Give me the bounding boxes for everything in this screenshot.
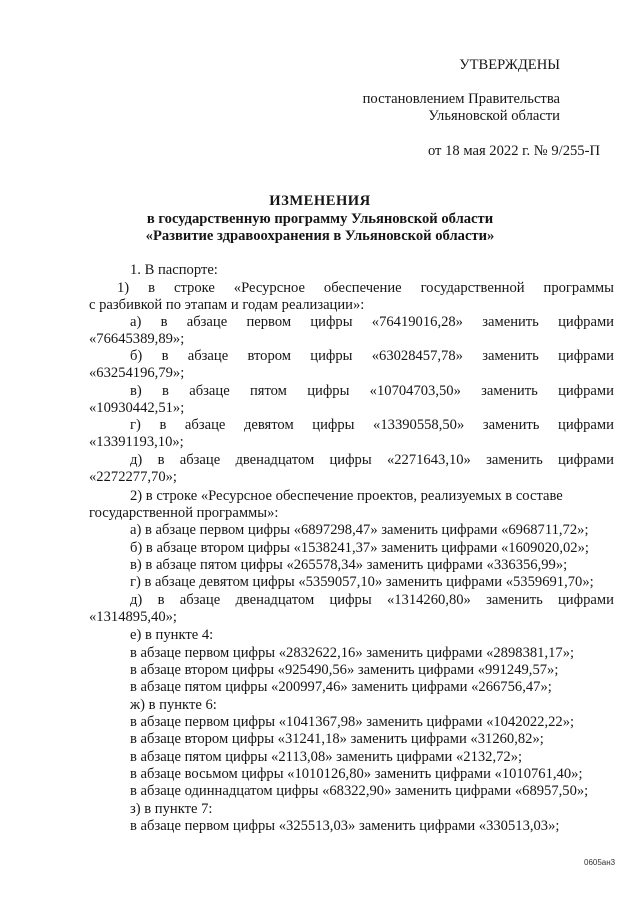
item-1g-line2: «13391193,10»; [89,434,184,450]
item-2e-p1: в абзаце первом цифры «2832622,16» заменить цифрами «2898381,17»; [130,645,575,661]
item-1a-line1: а) в абзаце первом цифры «76419016,28» заменить цифрами [130,314,614,330]
item-2zh-heading: ж) в пункте 6: [130,697,217,713]
item-1a-line2: «76645389,89»; [89,331,185,347]
approved-by-line1: постановлением Правительства [362,91,560,107]
item-2e-p2: в абзаце втором цифры «925490,56» заменить цифрами «991249,57»; [130,662,559,678]
decree-date-number: от 18 мая 2022 г. № 9/255-П [427,143,600,159]
item-1v-line1: в) в абзаце пятом цифры «10704703,50» заменить цифрами [130,383,614,399]
item-2zh-p3: в абзаце пятом цифры «2113,08» заменить цифрами «2132,72»; [130,749,523,765]
item-2z-p1: в абзаце первом цифры «325513,03» заменить цифрами «330513,03»; [130,818,560,834]
item-2z-heading: з) в пункте 7: [130,801,213,817]
approved-by-line2: Ульяновской области [428,108,560,124]
item-2zh-p2: в абзаце втором цифры «31241,18» заменить цифрами «31260,82»; [130,731,544,747]
item-2d-line2: «1314895,40»; [89,609,177,625]
item-1b-line1: б) в абзаце втором цифры «63028457,78» заменить цифрами [130,348,614,364]
item-2g: г) в абзаце девятом цифры «5359057,10» заменить цифрами «5359691,70»; [130,574,594,590]
document-code: 0605ан3 [584,858,616,867]
item-1-line1: 1) в строке «Ресурсное обеспечение государственной программы [117,280,614,296]
item-2a: а) в абзаце первом цифры «6897298,47» заменить цифрами «6968711,72»; [130,522,589,538]
item-1d-line1: д) в абзаце двенадцатом цифры «2271643,10» заменить цифрами [130,452,614,468]
item-2e-heading: е) в пункте 4: [130,627,214,643]
item-1b-line2: «63254196,79»; [89,365,185,381]
document-subtitle-line1: в государственную программу Ульяновской области [146,211,494,227]
item-2b: б) в абзаце втором цифры «1538241,37» заменить цифрами «1609020,02»; [130,540,589,556]
item-1g-line1: г) в абзаце девятом цифры «13390558,50» заменить цифрами [130,417,614,433]
document-title: ИЗМЕНЕНИЯ [269,193,371,209]
section-passport: 1. В паспорте: [130,262,218,278]
item-1-line2: с разбивкой по этапам и годам реализации»: [89,297,365,313]
item-2d-line1: д) в абзаце двенадцатом цифры «1314260,80» заменить цифрами [130,592,614,608]
item-2-line1: 2) в строке «Ресурсное обеспечение проектов, реализуемых в составе [130,488,563,504]
item-2zh-p5: в абзаце одиннадцатом цифры «68322,90» заменить цифрами «68957,50»; [130,783,589,799]
item-2v: в) в абзаце пятом цифры «265578,34» заменить цифрами «336356,99»; [130,557,568,573]
item-2zh-p4: в абзаце восьмом цифры «1010126,80» заменить цифрами «1010761,40»; [130,766,583,782]
approved-stamp: УТВЕРЖДЕНЫ [459,57,560,73]
item-1v-line2: «10930442,51»; [89,400,185,416]
item-1d-line2: «2272277,70»; [89,469,177,485]
item-2-line2: государственной программы»: [89,505,279,521]
item-2e-p3: в абзаце пятом цифры «200997,46» заменить цифрами «266756,47»; [130,679,552,695]
item-2zh-p1: в абзаце первом цифры «1041367,98» заменить цифрами «1042022,22»; [130,714,575,730]
document-subtitle-line2: «Развитие здравоохранения в Ульяновской области» [145,228,495,244]
